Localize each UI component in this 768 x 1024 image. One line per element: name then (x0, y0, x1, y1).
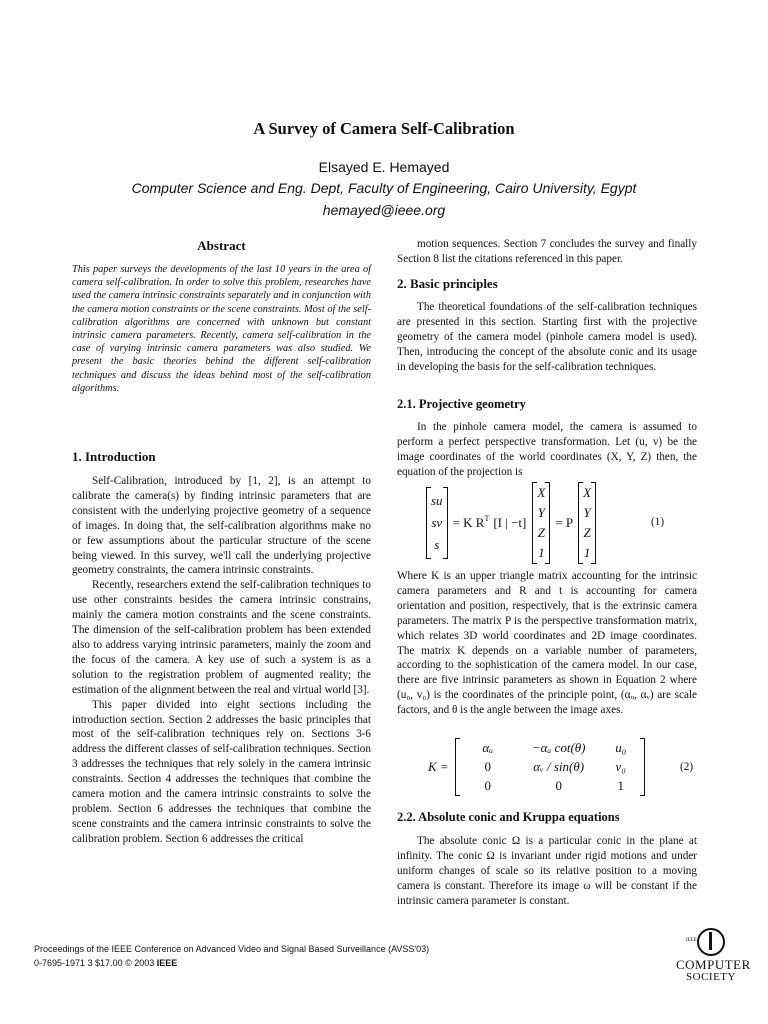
equation-1 (426, 481, 596, 565)
eq2-cell-3: 0 (484, 759, 491, 774)
eq1-transpose: T (484, 513, 490, 523)
section-2-heading: 2. Basic principles (397, 276, 498, 291)
intro-paragraph-2: Recently, researchers extend the self-calibration techniques to use other constraints besides the camera intrinsic constrains, mainly the camera motion constraints and the scene constraints. The dimension of the self-calibration problem has been extended also to address varying intrinsic parameters, mainly the zoom and the focus of the camera. A key use of such a system is as a solution to the registration problem of augmented reality; the estimation of the alignment between the real and virtual world [3]. (72, 579, 371, 696)
section-2-1-paragraph: In the pinhole camera model, the camera is assumed to perform a perfect perspective transformation. Let (u, v) be the image coordinates of the world coordinates (X, Y, Z) then, the equation of the projection is (397, 421, 697, 478)
equation-1-number: (1) (651, 516, 665, 528)
eq1-bracket: [I | −t] (493, 515, 527, 530)
author-name: Elsayed E. Hemayed (318, 159, 450, 175)
logo-society: SOCIETY (686, 971, 736, 983)
eq2-cell-2: u₀ (615, 740, 627, 755)
intro-paragraph-1: Self-Calibration, introduced by [1, 2], is an attempt to calibrate the camera(s) by finding intrinsic parameters that are consistent with the underlying projective geometry of a sequence of images. In doing that, the self-calibration algorithms make no or few assumptions about the particular structure of the scene being viewed. In this survey, we'll call the underlying projective geometry constraints, the camera intrinsic constraints. (72, 475, 371, 577)
abstract-heading: Abstract (197, 238, 246, 253)
footer-ieee: IEEE (156, 958, 178, 968)
eq2-cell-4: αᵥ / sin(θ) (533, 759, 585, 774)
intro-heading: 1. Introduction (72, 449, 156, 464)
author-affiliation: Computer Science and Eng. Dept, Faculty of Engineering, Cairo University, Egypt (131, 180, 637, 196)
intro-paragraph-3: This paper divided into eight sections including the introduction section. Section 2 addresses the basic principles that most of the self-calibration techniques rely on. Sections 3-6 address the different classes of self-calibration techniques. Section 3 addresses the techniques that rely solely in the camera intrinsic constraints. Section 4 addresses the techniques that combine the camera motion and the camera intrinsic constraints to solve the problem. Section 6 addresses the techniques that combine the scene constraints and the camera intrinsic constraints to solve the calibration problem. Section 6 addresses the critical (72, 698, 371, 845)
eq2-cell-6: 0 (484, 778, 491, 793)
abstract-text: This paper surveys the developments of the last 10 years in the area of camera self-calibration. In order to solve this problem, researches have used the camera intrinsic constraints separately and in conjunction with the camera motion constraints or the scene constraints. Most of the self-calibration algorithms are concerned with unknown but constant intrinsic camera parameters. Recently, camera self-calibration in the case of varying intrinsic camera parameters was also studied. We present the basic theories behind the different self-calibration techniques and discuss the ideas behind most of the self-calibration algorithms. (72, 264, 371, 394)
eq1-lhs-0: su (431, 493, 443, 508)
eq1-vec2-0: X (583, 485, 592, 500)
section-2-1-heading: 2.1. Projective geometry (397, 397, 526, 411)
logo-emblem-icon (697, 928, 725, 956)
eq1-p: = P (555, 515, 574, 530)
author-email: hemayed@ieee.org (322, 202, 446, 218)
logo-ieee-mark: IEEE (686, 938, 697, 943)
section-2-2-body (397, 834, 697, 909)
after-equation-1-paragraph: Where K is an upper triangle matrix accounting for the intrinsic camera parameters and R and t is accounting for camera orientation and position, respectively, that is the extrinsic camera parameters. The matrix P is the perspective transformation matrix, which relates 3D world coordinates and 2D image coordinates. The matrix K depends on a variable number of parameters, according to the sophistication of the camera model. In our case, there are five intrinsic parameters as shown in Equation 2 where (u₀, v₀) is the coordinates of the principle point, (αᵤ, αᵥ) are scale factors, and θ is the angle between the image axes. (397, 570, 697, 717)
eq1-lhs-2: s (434, 537, 440, 552)
continued-paragraph: motion sequences. Section 7 concludes the survey and finally Section 8 list the citations referenced in this paper. (397, 238, 697, 265)
eq1-vec-1: Y (537, 505, 545, 520)
section-2-1-body (397, 420, 697, 480)
eq2-cell-8: 1 (617, 778, 624, 793)
eq2-cell-0: αᵤ (482, 740, 494, 755)
section-2-2-heading: 2.2. Absolute conic and Kruppa equations (397, 810, 620, 824)
eq1-vec2-2: Z (583, 525, 591, 540)
eq2-lhs: K = (428, 759, 449, 774)
equation-2-number: (2) (680, 761, 694, 773)
eq1-kr: = K R (452, 515, 485, 530)
eq1-vec-3: 1 (538, 545, 545, 560)
eq2-cell-5: v₀ (615, 759, 626, 774)
eq2-cell-7: 0 (555, 778, 562, 793)
footer-proceedings: Proceedings of the IEEE Conference on Advanced Video and Signal Based Surveillance (AVSS'03) (34, 944, 430, 954)
page-footer (34, 942, 429, 970)
section-2-2-paragraph: The absolute conic Ω is a particular conic in the plane at infinity. The conic Ω is invariant under rigid motions and under uniform changes of scale so its relative position to a moving camera is constant. Therefore its image ω will be constant if the intrinsic camera parameter is constant. (397, 835, 697, 907)
footer-isbn (34, 956, 429, 970)
right-column-top (397, 237, 697, 267)
eq1-world-vector (532, 482, 550, 564)
intro-body (72, 474, 371, 847)
section-2-1-body-2 (397, 569, 697, 718)
eq1-vec2-3: 1 (583, 545, 591, 560)
paper-title: A Survey of Camera Self-Calibration (253, 119, 515, 138)
eq1-vec-0: X (537, 485, 546, 500)
eq1-world-vector-2 (578, 482, 596, 564)
eq1-vec-2: Z (537, 525, 545, 540)
logo-computer: COMPUTER (676, 957, 751, 972)
equation-2 (428, 735, 645, 799)
eq2-cell-1: −αᵤ cot(θ) (531, 740, 586, 755)
section-2-body (397, 300, 697, 375)
eq1-lhs-vector (426, 487, 448, 559)
eq1-lhs-1: sv (431, 515, 443, 530)
footer-isbn-text: 0-7695-1971 3 $17.00 © 2003 (34, 958, 155, 968)
eq2-matrix (455, 738, 645, 796)
eq1-vec2-1: Y (583, 505, 591, 520)
section-2-paragraph: The theoretical foundations of the self-calibration techniques are presented in this section. Starting first with the projective geometry of the camera model (pinhole camera model is used). Then, introducing the concept of the absolute conic and its usage in developing the basis for the self-calibration techniques. (397, 301, 697, 373)
computer-society-logo (676, 928, 751, 983)
